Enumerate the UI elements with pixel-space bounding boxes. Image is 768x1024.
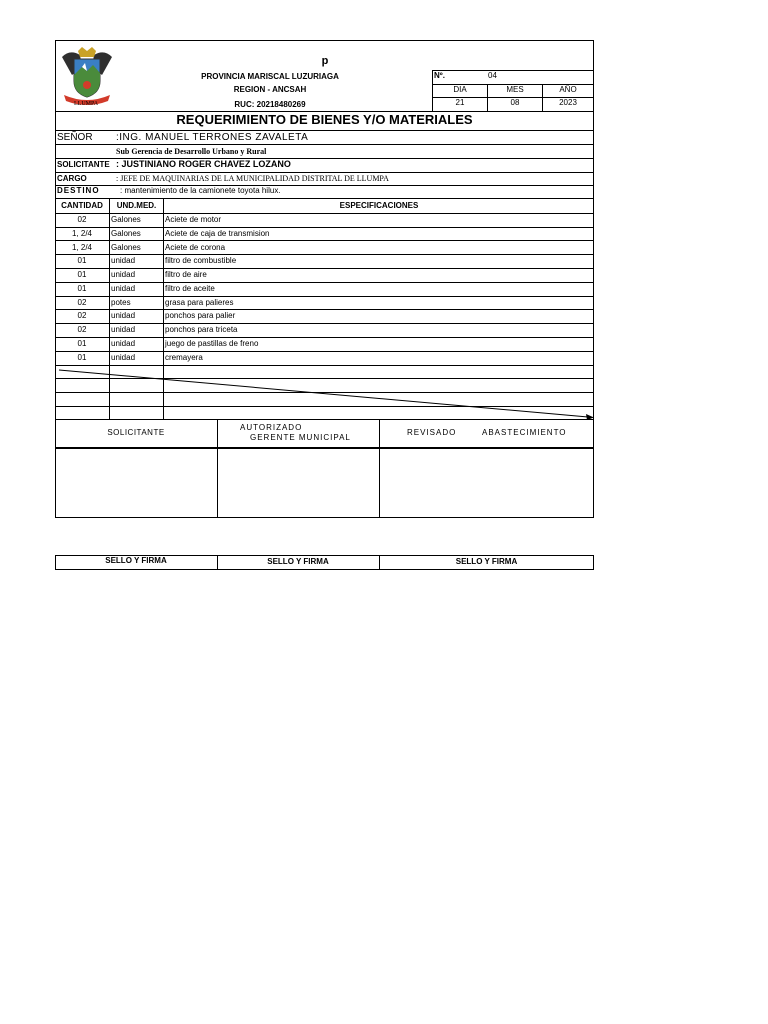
table-cell-qty: 01 (77, 284, 87, 293)
month-value: 08 (510, 98, 520, 107)
header-especificaciones: ESPECIFICACIONES (339, 201, 419, 210)
year-value: 2023 (559, 98, 577, 107)
table-cell-spec: ponchos para palier (165, 311, 236, 320)
table-cell-unit: unidad (111, 270, 136, 279)
year-label: AÑO (559, 85, 577, 94)
subgerencia-text: Sub Gerencia de Desarrollo Urbano y Rural (116, 147, 267, 156)
form-title: REQUERIMIENTO DE BIENES Y/O MATERIALES (176, 112, 473, 127)
table-cell-unit: unidad (111, 325, 136, 334)
senor-label: SEÑOR (57, 132, 93, 143)
table-cell-qty: 02 (77, 325, 87, 334)
table-cell-unit: Galones (111, 243, 141, 252)
solicitante-value: : JUSTINIANO ROGER CHAVEZ LOZANO (116, 159, 291, 169)
table-cell-qty: 01 (77, 256, 87, 265)
table-cell-spec: grasa para palieres (165, 298, 234, 307)
signature-revisado: REVISADO (407, 428, 457, 437)
table-cell-spec: cremayera (165, 353, 203, 362)
table-cell-qty: 1, 2/4 (71, 229, 92, 238)
destino-value: : mantenimiento de la camionete toyota hilux. (120, 186, 281, 195)
table-cell-unit: Galones (111, 229, 141, 238)
table-cell-spec: Aciete de caja de transmision (165, 229, 270, 238)
stamp-signature-2: SELLO Y FIRMA (267, 557, 329, 566)
destino-label: DESTINO (57, 186, 100, 195)
table-cell-qty: 01 (77, 339, 87, 348)
table-cell-spec: Aciete de motor (165, 215, 222, 224)
municipal-logo (58, 45, 116, 109)
signature-solicitante: SOLICITANTE (107, 428, 165, 437)
signature-autorizado: AUTORIZADO (240, 423, 303, 432)
table-cell-qty: 01 (77, 353, 87, 362)
header-cantidad: CANTIDAD (61, 201, 103, 210)
cargo-label: CARGO (57, 174, 87, 183)
table-cell-qty: 1, 2/4 (71, 243, 92, 252)
month-label: MES (506, 85, 524, 94)
table-cell-qty: 02 (77, 298, 87, 307)
table-cell-unit: potes (111, 298, 131, 307)
region-name: REGION - ANCSAH (233, 85, 307, 94)
senor-value: :ING. MANUEL TERRONES ZAVALETA (116, 132, 309, 143)
table-cell-spec: filtro de aceite (165, 284, 215, 293)
day-value: 21 (455, 98, 465, 107)
province-name: PROVINCIA MARISCAL LUZURIAGA (201, 72, 339, 81)
day-label: DIA (453, 85, 467, 94)
header-und-med: UND.MED. (116, 201, 157, 210)
doc-number-label: Nº. (434, 71, 445, 80)
table-cell-spec: ponchos para triceta (165, 325, 238, 334)
cancel-arrow (55, 365, 595, 421)
table-cell-qty: 02 (77, 215, 87, 224)
logo-caption: LLUMPA (74, 101, 99, 107)
table-cell-qty: 02 (77, 311, 87, 320)
table-cell-unit: unidad (111, 256, 136, 265)
table-cell-spec: filtro de aire (165, 270, 207, 279)
table-cell-spec: filtro de combustible (165, 256, 237, 265)
table-cell-unit: Galones (111, 215, 141, 224)
ruc-number: RUC: 20218480269 (234, 100, 306, 109)
stamp-signature-1: SELLO Y FIRMA (105, 556, 167, 565)
stamp-signature-3: SELLO Y FIRMA (455, 557, 518, 566)
solicitante-label: SOLICITANTE (57, 160, 110, 169)
table-cell-unit: unidad (111, 284, 136, 293)
signature-abastecimiento: ABASTECIMIENTO (482, 428, 567, 437)
header-mark: p (321, 55, 329, 67)
table-cell-spec: juego de pastillas de freno (165, 339, 259, 348)
table-cell-spec: Aciete de corona (165, 243, 226, 252)
doc-number-value: 04 (488, 71, 497, 80)
table-cell-unit: unidad (111, 311, 136, 320)
signature-gerente: GERENTE MUNICIPAL (250, 433, 351, 442)
table-cell-unit: unidad (111, 339, 136, 348)
cargo-value: : JEFE DE MAQUINARIAS DE LA MUNICIPALIDAD DISTRITAL DE LLUMPA (116, 174, 389, 183)
table-cell-qty: 01 (77, 270, 87, 279)
table-cell-unit: unidad (111, 353, 136, 362)
